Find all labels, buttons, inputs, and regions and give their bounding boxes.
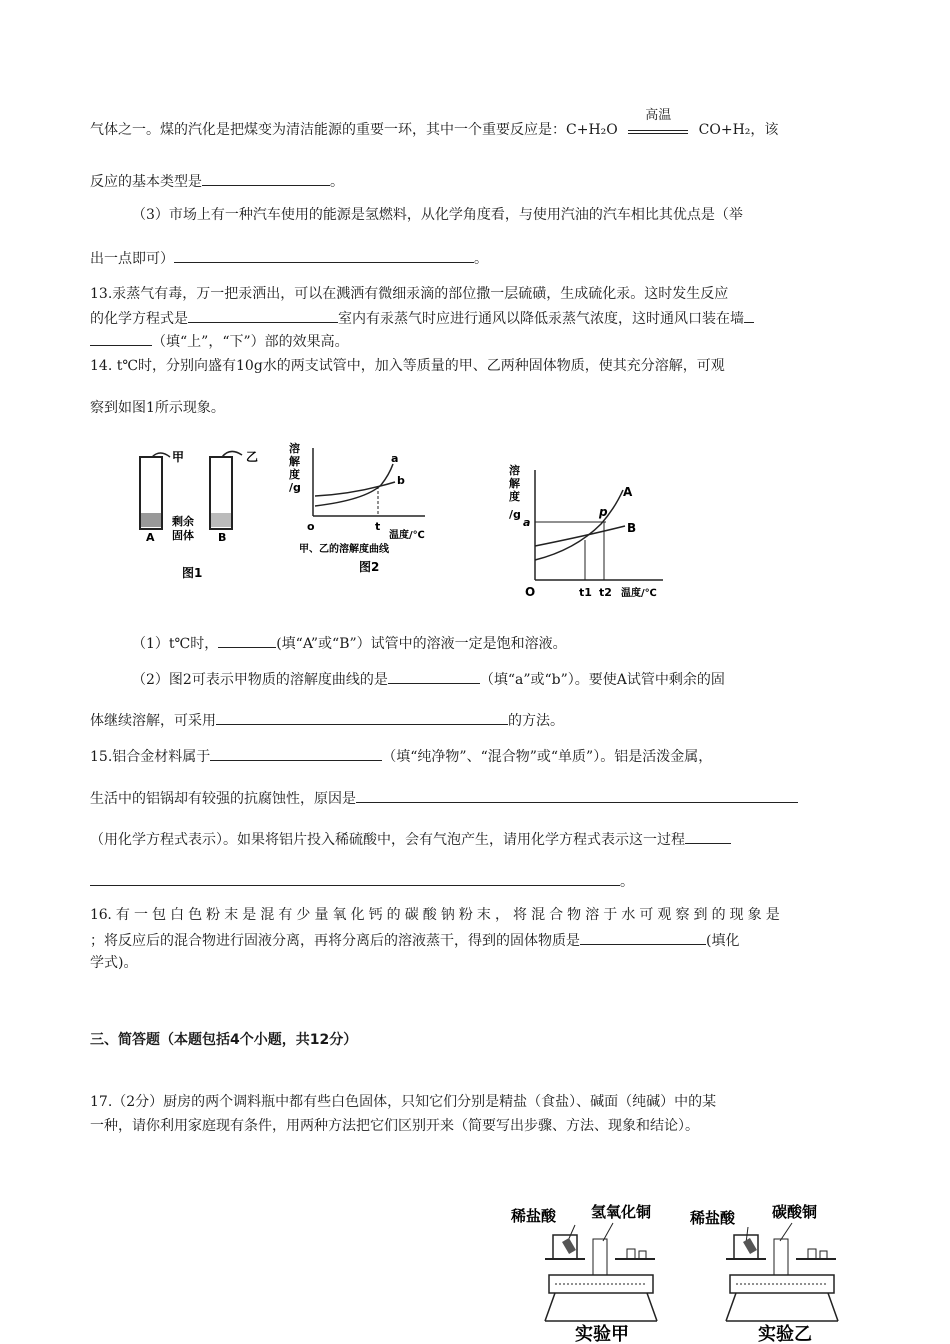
label-residue-1: 剩余 [172,515,194,528]
y-label-3: 度 [289,468,300,481]
tube-b-solution [211,513,231,527]
y-label-4: /g [289,481,301,494]
text: 一种，请你利用家庭现有条件，用两种方法把它们区别开来（简要写出步骤、方法、现象和结论）。 [90,1118,699,1134]
text: 学式)。 [90,955,138,971]
label-dilute-hcl: 稀盐酸 [690,1209,736,1227]
q15-line-1 [90,745,712,767]
y-label-1: 溶 [289,442,300,455]
blank[interactable] [218,632,276,648]
q13-line-1 [90,284,728,304]
figure-3-solubility-chart [505,460,675,605]
experiment-jia-balance [505,1195,675,1344]
blank[interactable] [202,170,330,186]
q16-line-3 [90,953,137,973]
caption-experiment-yi: 实验乙 [758,1324,812,1344]
text: 14. t℃时，分别向盛有10g水的两支试管中，加入等质量的甲、乙两种固体物质，使其充分溶解，可观 [90,358,725,374]
label-jia: 甲 [172,450,185,464]
text: 室内有汞蒸气时应进行通风以降低汞蒸气浓度，这时通风口装在墙 [338,311,744,327]
figure-2-caption: 图2 [359,560,380,574]
residue-solid [141,513,161,527]
pointer-line [780,1223,792,1241]
y-label-1: 溶 [509,464,520,477]
y-label-4: /g [509,508,521,521]
text: 。 [474,251,488,267]
p-label: p [599,505,608,519]
q15-line-2 [90,787,798,809]
q15-line-4 [90,870,634,892]
text: 三、简答题（本题包括4个小题，共12分） [90,1032,358,1048]
text: 反应的基本类型是 [90,174,202,190]
y-label-3: 度 [509,490,520,503]
t1-label: t1 [579,586,592,599]
text: 。 [330,174,344,190]
curve-b-label: b [397,474,405,487]
text: （填“纯净物”、“混合物”或“单质”）。铝是活泼金属， [382,749,713,765]
blank[interactable] [356,787,798,803]
text: 17.（2分）厨房的两个调料瓶中都有些白色固体，只知它们分别是精盐（食盐）、碱面（纯碱）中的某 [90,1094,717,1110]
origin-label: O [525,585,536,599]
blank[interactable] [90,330,152,346]
text: 的化学方程式是 [90,311,188,327]
q13-line-3 [90,330,349,352]
section-3-heading [90,1030,357,1050]
curve-b-label: B [627,521,637,535]
blank[interactable] [744,307,754,323]
weight [820,1251,827,1259]
blank[interactable] [188,307,338,323]
text: 气体之一。煤的汽化是把煤变为清洁能源的重要一环，其中一个重要反应是：C+H₂O [90,122,618,138]
figure-1-test-tubes [130,445,270,585]
curve-b [535,526,625,546]
curve-a [535,490,623,560]
line-1 [90,108,779,140]
y-label-2: 解 [509,477,520,490]
small-tube [743,1238,757,1254]
figure-2-solubility-chart [285,440,455,580]
weight [627,1249,635,1259]
label-residue-2: 固体 [172,529,194,542]
figure-1-caption: 图1 [182,566,203,580]
text: (填“A”或“B”）试管中的溶液一定是饱和溶液。 [276,636,567,652]
text: （填“上”，“下”）部的效果高。 [152,334,349,350]
blank[interactable] [580,929,706,945]
q16-line-2 [90,929,739,951]
q17-line-1 [90,1092,716,1112]
line-3 [132,205,743,225]
curve-a-label: A [623,485,633,499]
text: 13.汞蒸气有毒，万一把汞洒出，可以在溅洒有微细汞滴的部位撒一层硫磺，生成硫化汞。这时发生反应 [90,286,729,302]
balance-column [774,1239,788,1275]
blank[interactable] [216,709,508,725]
text: （用化学方程式表示）。如果将铝片投入稀硫酸中，会有气泡产生，请用化学方程式表示这一过程 [90,832,685,848]
blank[interactable] [174,247,474,263]
text: 15.铝合金材料属于 [90,749,211,765]
label-copper-hydroxide: 氢氧化铜 [591,1203,652,1221]
blank[interactable] [210,745,382,761]
caption-experiment-jia: 实验甲 [575,1324,629,1344]
balance-base [726,1293,838,1321]
q14-line-1 [90,356,725,376]
blank[interactable] [388,668,480,684]
q16-line-1 [90,905,780,925]
q14-3 [90,709,564,731]
label-a: A [146,531,155,544]
curve-a [315,464,393,506]
reaction-condition: 高温 [645,108,672,123]
text: 察到如图1所示现象。 [90,400,225,416]
equation-arrow [628,108,688,134]
text: 生活中的铝锅却有较强的抗腐蚀性，原因是 [90,791,356,807]
experiment-yi-balance [688,1195,858,1344]
figure-2-title: 甲、乙的溶解度曲线 [299,544,389,555]
text: 16. 有 一 包 白 色 粉 末 是 混 有 少 量 氧 化 钙 的 碳 酸 钠 粉 末 ， 将 混 合 物 溶 于 水 可 观 察 到 的 现 象 是 [90,907,780,923]
q14-1 [132,632,567,654]
blank[interactable] [685,828,731,844]
label-dilute-hcl: 稀盐酸 [511,1207,557,1225]
q14-2 [132,668,725,690]
text: CO+H₂，该 [698,122,779,138]
line-2 [90,170,344,192]
label-copper-carbonate: 碳酸铜 [772,1203,818,1221]
text: 的方法。 [508,713,564,729]
label-b: B [218,531,227,544]
x-axis-label: 温度/℃ [389,530,425,541]
text: （2）图2可表示甲物质的溶解度曲线的是 [132,672,388,688]
text: （3）市场上有一种汽车使用的能源是氢燃料，从化学角度看，与使用汽油的汽车相比其优点是（举 [132,207,743,223]
y-label-2: 解 [289,455,300,468]
t-label: t [375,520,381,533]
a-value-label: a [523,516,531,529]
text: 体继续溶解，可采用 [90,713,216,729]
balance-base [545,1293,657,1321]
origin-label: o [307,520,315,533]
text: (填化 [706,933,740,949]
label-yi: 乙 [246,450,259,464]
line-4 [90,247,488,269]
q15-line-3 [90,828,731,850]
weight [639,1251,646,1259]
q14-line-2 [90,398,225,418]
q17-line-2 [90,1116,699,1136]
x-axis-label: 温度/℃ [621,588,657,599]
q13-line-2 [90,307,754,329]
pointer-line [603,1223,613,1241]
balance-column [593,1239,607,1275]
curve-a-label: a [391,452,399,465]
text: ；将反应后的混合物进行固液分离，再将分离后的溶液蒸干，得到的固体物质是 [90,933,580,949]
text: （1）t℃时， [132,636,219,652]
text: （填“a”或“b”）。要使A试管中剩余的固 [479,672,725,688]
blank[interactable] [90,870,620,886]
text: 出一点即可） [90,251,174,267]
text: 。 [620,874,634,890]
t2-label: t2 [599,586,612,599]
small-tube [562,1238,576,1254]
weight [808,1249,816,1259]
curve-b [315,482,395,496]
